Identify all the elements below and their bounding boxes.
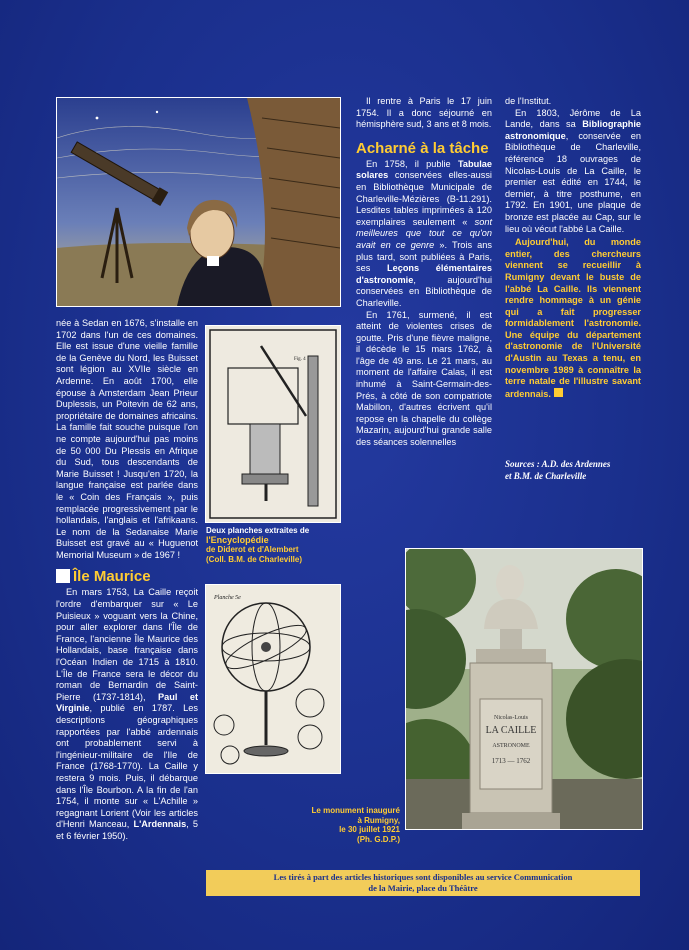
bust-inscription-line2: LA CAILLE	[485, 725, 537, 736]
heading-acharne: Acharné à la tâche	[356, 139, 489, 157]
paul-et-virginie-title: Paul et Virginie	[56, 691, 199, 714]
encyclopedia-plate-instrument	[205, 325, 341, 523]
return-paragraph: Il rentre à Paris le 17 juin 1754. Il a donc séjourné en hémisphère sud, 3 ans et 8 mois.	[356, 96, 492, 130]
encyclopedia-plate-armillary-sphere	[205, 584, 341, 774]
intro-paragraph: née à Sedan en 1676, s'installe en 1702 dans l'un de ces domaines. Elle est issue d'une vieille famille de la Genève du Nord, les Buisset sont légion au XVIIe siècle en Ardenne. En août 1700, elle épouse à Amsterdam Jean Prieur Duplessis, un Poitevin de 62 ans, propriétaire de domaines africains. La famille fait souche puisque l'on ne compte aujourd'hui pas moins de 50 000 Du Plessis en Afrique du Sud, tous descendants de Marie Buisset ! Jusqu'en 1720, la langue française est parlée dans le « Coin des Français », puis remplacée progressivement par le hollandais, l'anglais et l'afrikaans. Le nom de la Sedanaise Marie Buisset est gravé au « Huguenot Memorial Museum » de 1967 !	[56, 318, 198, 560]
end-mark	[554, 388, 563, 397]
bust-inscription-line1: Nicolas-Louis	[494, 715, 528, 721]
ardennais-title: L'Ardennais	[133, 819, 187, 830]
astronomer-illustration	[56, 97, 341, 307]
plate-label: Planche 5e	[214, 595, 241, 601]
column-1	[56, 318, 198, 843]
sources-credit: Sources : A.D. des Ardennes et B.M. de Charleville	[505, 459, 611, 481]
tribute-paragraph: Aujourd'hui, du monde entier, des chercheurs viennent se recueillir à Rumigny devant le buste de l'abbé La Caille. Ils viennent rendre hommage à un génie qui a fait progresser formidablement l'astronomie. Une équipe du département d'astronomie de l'Université d'Austin au Texas a tenu, en novembre 1989 à connaître la terre natale de l'illustre savant ardennais.	[505, 237, 641, 399]
caption-monument: Le monument inauguré à Rumigny, le 30 juillet 1921 (Ph. G.D.P.)	[311, 806, 400, 844]
bust-inscription-line3: ASTRONOME	[492, 743, 530, 749]
bust-inscription-line4: 1713 — 1762	[491, 757, 531, 765]
column-3	[505, 96, 641, 400]
caption-encyclopedie: Deux planches extraites de l'Encyclopédie de Diderot et d'Alembert (Coll. B.M. de Charleville)	[206, 526, 310, 564]
heading-ile-maurice	[56, 569, 198, 585]
tabulae-paragraph: En 1758, il publie Tabulae solares conservées elles-aussi en Bibliothèque Municipale de Charleville-Mézières (B-11.291). Lesdites tables imprimées à 120 exemplaires seulement « sont meilleures que tout ce qu'on avait en ce genre ». Trois ans plus tard, sont publiées à Paris, ses Leçons élémentaires d'astronomie, aujourd'hui conservées en Bibliothèque de Charleville.	[356, 158, 492, 308]
heading-marker	[56, 569, 70, 583]
death-paragraph: En 1761, surmené, il est atteint de violentes crises de goutte. Pris d'une fièvre maligne, il décède le 15 mars 1762, à l'âge de 49 ans. Le 21 mars, au moment de l'affaire Calas, il est inhumé à Saint-Germain-des-Prés, à côté de son compatriote Mabillon, d'autres écrivent qu'il repose en la chapelle du collège Mazarin, aujourd'hui grande salle des séances solennelles	[356, 309, 492, 448]
offprints-banner: Les tirés à part des articles historiques sont disponibles au service Communication de la Mairie, place du Théâtre	[206, 870, 640, 896]
monument-photo	[405, 548, 643, 830]
svg-text:Fig. 4: Fig. 4	[294, 357, 306, 362]
lalande-paragraph: En 1803, Jérôme de La Lande, dans sa Bibliographie astronomique, conservée en Bibliothèque de Charleville, référence 18 ouvrages de Nicolas-Louis de La Caille, le premier est édité en 1744, le dernier, à titre posthume, en 1792. En 1901, une plaque de bronze est placée au Cap, sur le lieu où vécut l'abbé La Caille.	[505, 107, 641, 234]
maurice-paragraph: En mars 1753, La Caille reçoit l'ordre d'embarquer sur « Le Puisieux » voguant vers la Chine, pour aller explorer dans l'Île de France, l'ancienne Île Maurice des Hollandais, base française dans l'Océan Indien de 1715 à 1810. L'Île de France sera le décor du roman de Bernardin de Saint-Pierre (1737-1814), Paul et Virginie, publié en 1787. Les descriptions géographiques rapportées par l'abbé ardennais ont probablement servi à l'ingénieur-militaire de l'Ile de France (1768-1770). La Caille y restera 9 mois. Puis, il débarque dans l'Île Bourbon. A la fin de l'an 1754, il monte sur « L'Achille » regagnant Lorient (Voir les articles d'Henri Manceau, L'Ardennais, 5 et 6 février 1950).	[56, 587, 199, 841]
column-2	[356, 96, 492, 449]
heading-text: Île Maurice	[73, 568, 151, 586]
institut-text: de l'Institut.	[505, 96, 552, 106]
